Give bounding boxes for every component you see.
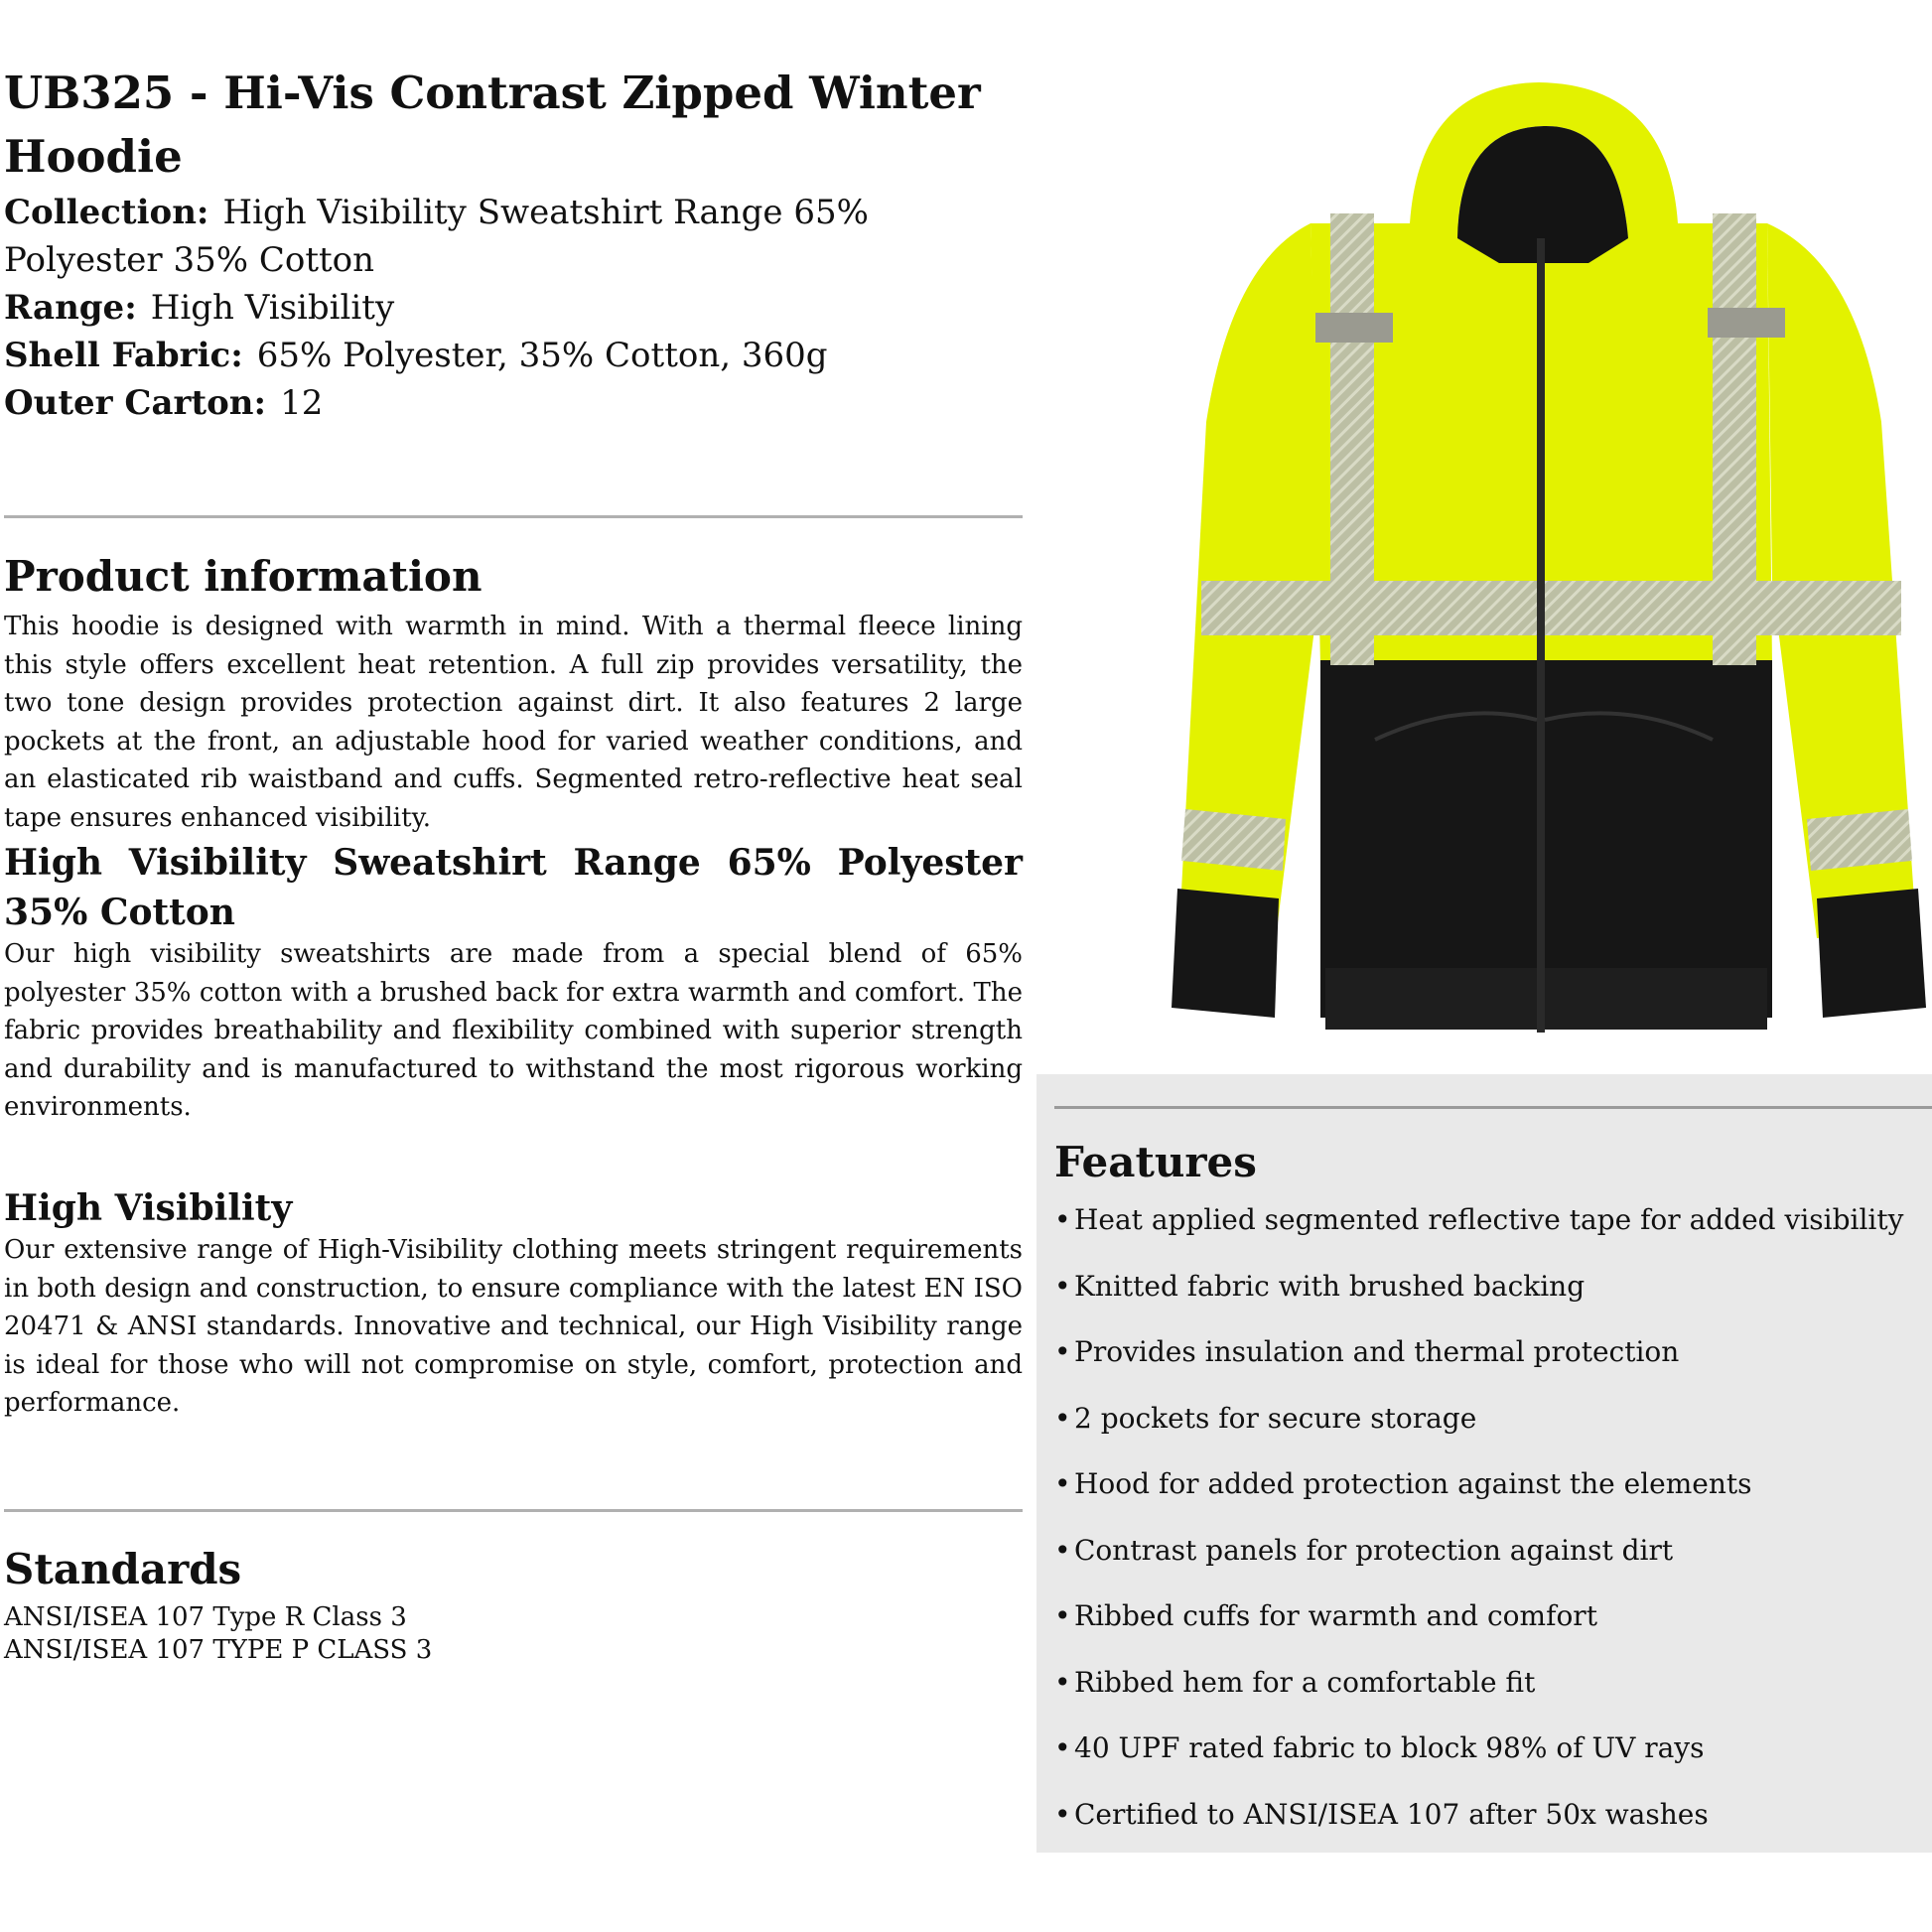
standard-item: ANSI/ISEA 107 Type R Class 3 xyxy=(4,1602,407,1632)
features-panel xyxy=(1036,1074,1932,1853)
spec-label: Range: xyxy=(4,288,137,328)
bullet-icon: • xyxy=(1054,1203,1071,1236)
features-divider xyxy=(1054,1106,1932,1109)
feature-item xyxy=(1054,1203,1903,1270)
product-header xyxy=(4,62,1021,427)
left-sleeve-tape xyxy=(1181,809,1286,871)
range-body: Our high visibility sweatshirts are made from a special blend of 65% polyester 35% cotton with a brushed back for extra warmth and comfort. The fabric provides breathability and flexibility combined with superior strength and durability and is manufactured to withstand the most rigorous working environments. xyxy=(4,939,1023,1122)
feature-item xyxy=(1054,1731,1903,1798)
bullet-icon: • xyxy=(1054,1731,1071,1764)
body-lower xyxy=(1320,660,1772,1018)
zip xyxy=(1537,238,1545,1033)
product-image xyxy=(1162,65,1932,1057)
feature-text: Provides insulation and thermal protection xyxy=(1074,1335,1680,1368)
standards-list xyxy=(4,1601,432,1667)
bullet-icon: • xyxy=(1054,1269,1071,1303)
feature-item xyxy=(1054,1467,1903,1534)
feature-item xyxy=(1054,1270,1903,1336)
standards-heading: Standards xyxy=(4,1545,242,1593)
left-shoulder-patch xyxy=(1315,313,1393,343)
feature-text: Ribbed cuffs for warmth and comfort xyxy=(1074,1599,1597,1632)
feature-item xyxy=(1054,1402,1903,1468)
feature-text: Ribbed hem for a comfortable fit xyxy=(1074,1665,1536,1699)
hem xyxy=(1325,968,1767,1030)
feature-text: Certified to ANSI/ISEA 107 after 50x washes xyxy=(1074,1797,1709,1831)
spec-range xyxy=(4,284,1021,332)
section-divider xyxy=(4,1509,1023,1512)
feature-text: 40 UPF rated fabric to block 98% of UV rays xyxy=(1074,1731,1705,1764)
high-visibility-heading: High Visibility xyxy=(4,1187,293,1229)
spec-label: Collection: xyxy=(4,193,209,232)
right-cuff xyxy=(1817,889,1926,1018)
high-visibility-body: Our extensive range of High-Visibility clothing meets stringent requirements in both design and construction, to ensure compliance with the latest EN ISO 20471 & ANSI standards. Innovative and technical, our High Visibility range is ideal for those who will not compromise on style, comfort, protection and performance. xyxy=(4,1235,1023,1418)
spec-shell-fabric xyxy=(4,332,1021,379)
feature-item xyxy=(1054,1666,1903,1732)
features-heading: Features xyxy=(1054,1138,1257,1186)
feature-item xyxy=(1054,1798,1903,1864)
right-sleeve-tape xyxy=(1807,809,1912,871)
spec-collection xyxy=(4,189,1021,284)
bullet-icon: • xyxy=(1054,1401,1071,1435)
spec-value: High Visibility xyxy=(150,288,395,328)
right-shoulder-patch xyxy=(1708,308,1785,338)
bullet-icon: • xyxy=(1054,1797,1071,1831)
bullet-icon: • xyxy=(1054,1599,1071,1632)
product-title: UB325 - Hi-Vis Contrast Zipped Winter Hoodie xyxy=(4,67,981,183)
feature-text: 2 pockets for secure storage xyxy=(1074,1401,1477,1435)
spec-value: High Visibility Sweatshirt Range 65% Polyester 35% Cotton xyxy=(4,193,869,280)
feature-text: Heat applied segmented reflective tape for added visibility xyxy=(1074,1203,1904,1236)
feature-item xyxy=(1054,1534,1903,1600)
feature-text: Contrast panels for protection against dirt xyxy=(1074,1533,1674,1567)
feature-text: Knitted fabric with brushed backing xyxy=(1074,1269,1586,1303)
left-cuff xyxy=(1172,889,1279,1018)
bullet-icon: • xyxy=(1054,1335,1071,1368)
spec-value: 65% Polyester, 35% Cotton, 360g xyxy=(256,336,828,375)
bullet-icon: • xyxy=(1054,1467,1071,1500)
product-information-heading: Product information xyxy=(4,552,483,601)
spec-label: Outer Carton: xyxy=(4,383,267,423)
range-heading: High Visibility Sweatshirt Range 65% Polyester 35% Cotton xyxy=(4,842,1023,933)
bullet-icon: • xyxy=(1054,1665,1071,1699)
spec-outer-carton xyxy=(4,379,1021,427)
feature-text: Hood for added protection against the elements xyxy=(1074,1467,1752,1500)
product-information-body: This hoodie is designed with warmth in mind. With a thermal fleece lining this style offers excellent heat retention. A full zip provides versatility, the two tone design provides protection against dirt. It also features 2 large pockets at the front, an adjustable hood for varied weather conditions, and an elasticated rib waistband and cuffs. Segmented retro-reflective heat seal tape ensures enhanced visibility. xyxy=(4,612,1023,833)
feature-item xyxy=(1054,1335,1903,1402)
bullet-icon: • xyxy=(1054,1533,1071,1567)
spec-value: 12 xyxy=(280,383,324,423)
standard-item: ANSI/ISEA 107 TYPE P CLASS 3 xyxy=(4,1635,433,1665)
features-list xyxy=(1054,1203,1903,1863)
chest-tape xyxy=(1201,581,1901,635)
section-divider xyxy=(4,515,1023,518)
spec-label: Shell Fabric: xyxy=(4,336,243,375)
feature-item xyxy=(1054,1599,1903,1666)
